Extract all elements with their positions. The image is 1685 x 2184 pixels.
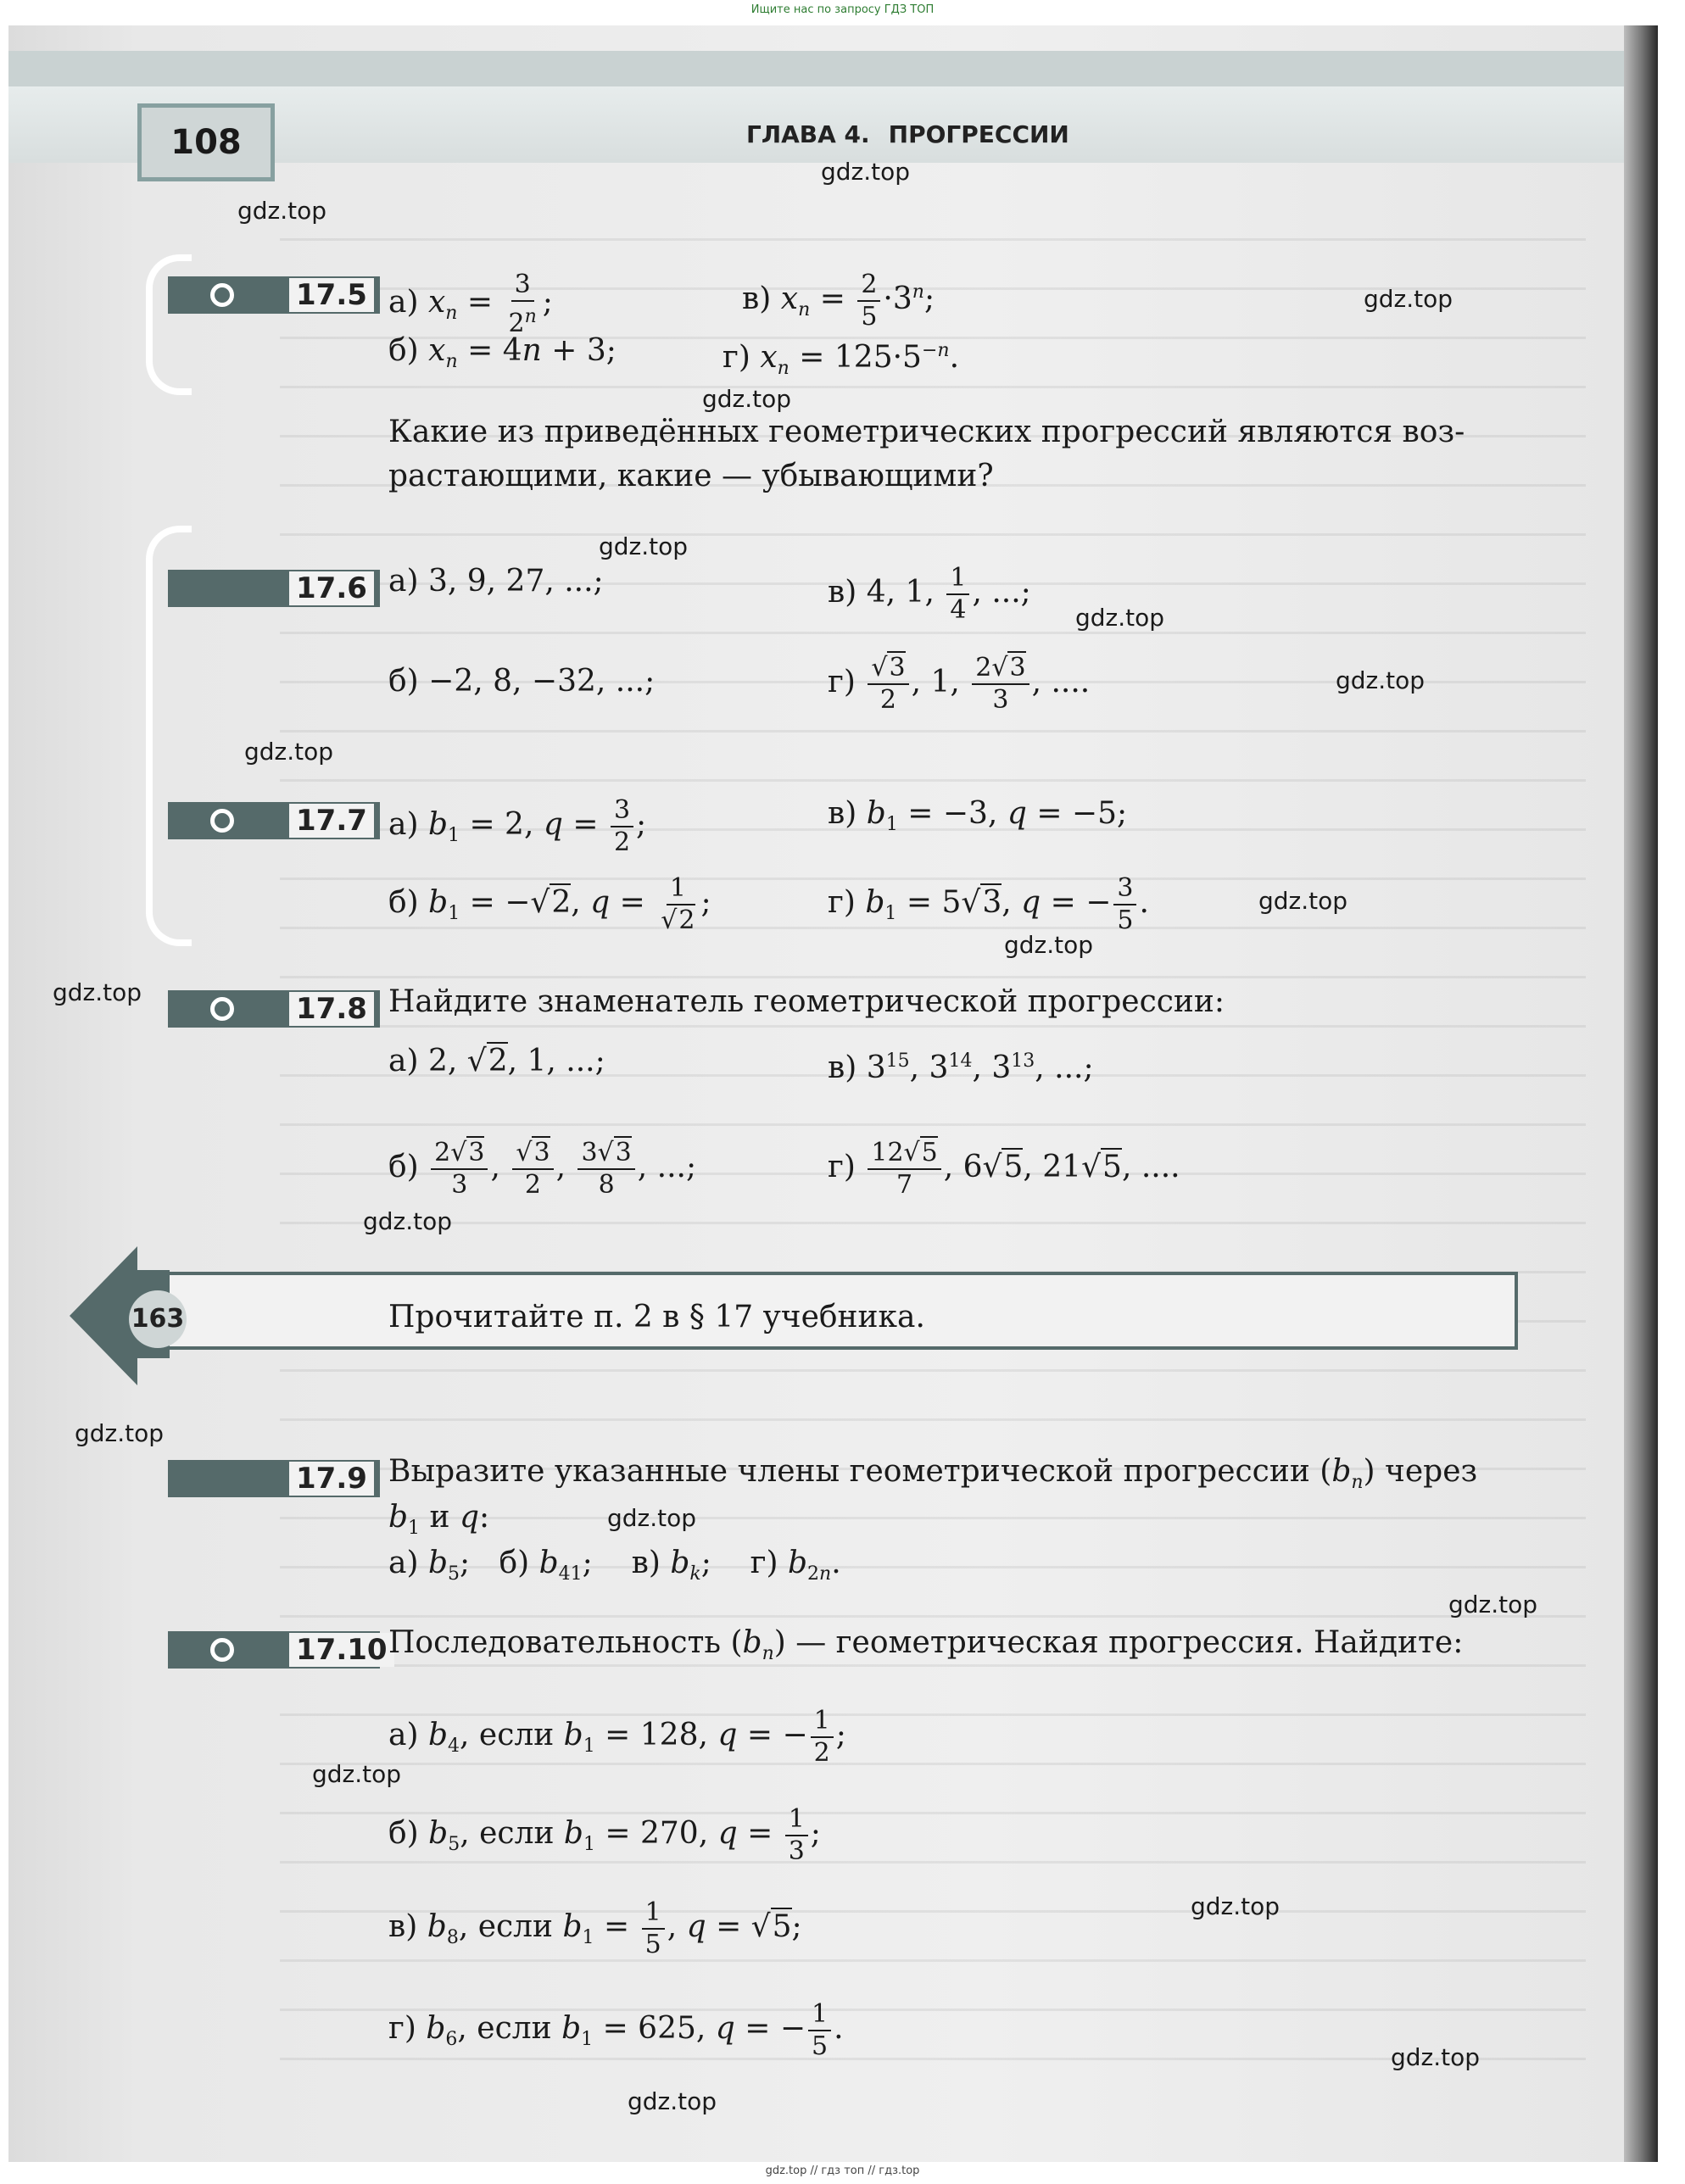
exercise-number: 17.9 [287,1462,374,1496]
exercise-17-8-line-2: б) $\frac{2√3}{3}$ , $\frac{√3}{2}$ , $\frac{3√3}{8}$ , ...; [388,1138,697,1200]
exercise-17-6-line-1b: в) 4, 1, $\frac{1}{4}$ , ...; [828,563,1031,625]
exercise-17-7-line-2: б) $b_1 = -√2$, q = $\frac{1}{√2}$ ; [388,873,711,935]
exercise-number: 17.6 [287,571,374,605]
watermark: gdz.top [821,158,911,186]
exercise-17-5-line-2: б) $x_n = 4n + 3$; [388,333,617,373]
exercise-17-5-question: Какие из приведённых геометрических прогрессий являются воз- [388,415,1465,449]
reference-number: 163 [129,1290,187,1348]
watermark: gdz.top [1004,931,1094,959]
exercise-17-8-line-1: а) 2, √2, 1, ...; [388,1044,605,1078]
watermark: gdz.top [237,197,327,225]
exercise-badge-17-8 [168,990,380,1028]
exercise-17-10-v: в) $b_8$, если $b_1$ = $\frac{1}{5}$ , q = √5; [388,1897,802,1959]
exercise-17-5-line-1b: в) $x_n$ = $\frac{2}{5}$ $\cdot 3^n$; [742,270,935,332]
exercise-17-8-text: Найдите знаменатель геометрической прогрессии: [388,984,1225,1019]
chapter-heading [746,120,1069,148]
watermark: gdz.top [1258,887,1348,915]
watermark: gdz.top [1448,1591,1538,1618]
page-spine-shadow [1624,25,1658,2162]
watermark: gdz.top [1075,604,1165,632]
exercise-badge-17-5 [168,276,380,314]
circle-icon [210,283,234,307]
exercise-badge-17-9 [168,1460,380,1497]
exercise-17-7-line-2b: г) $b_1 = 5√3$, q = − $\frac{3}{5}$ . [828,873,1149,935]
reference-arrow-icon [70,1246,137,1385]
exercise-badge-17-6 [168,570,380,607]
exercise-17-10-g: г) $b_6$, если $b_1 = 625$, q = − $\frac{1}{5}$ . [388,1999,844,2061]
exercise-17-6-line-2: б) −2, 8, −32, ...; [388,664,656,699]
circle-icon [210,997,234,1021]
exercise-17-5-line-1: а) $x_n$ = $\frac{3}{2^n}$ ; [388,270,553,338]
exercise-17-10-a: а) $b_4$, если $b_1 = 128$, q = − $\frac{1}{2}$ ; [388,1706,846,1768]
top-note: Ищите нас по запросу ГДЗ ТОП [750,3,935,16]
exercise-17-10-b: б) $b_5$, если $b_1 = 270$, q = $\frac{1}{3}$ ; [388,1804,821,1866]
exercise-17-5-question-2: растающими, какие — убывающими? [388,459,994,493]
watermark: gdz.top [702,385,792,413]
watermark: gdz.top [1391,2043,1481,2071]
watermark: gdz.top [363,1207,453,1235]
page-number: 108 [137,103,275,181]
exercise-17-8-line-2b: г) $\frac{12√5}{7}$ , 6√5, 21√5, .... [828,1138,1180,1200]
chapter-title: ПРОГРЕССИИ [888,120,1069,148]
watermark: gdz.top [1191,1892,1280,1920]
header-strip [8,51,1624,86]
exercise-17-7-line-1: а) $b_1 = 2$, q = $\frac{3}{2}$ ; [388,795,647,857]
watermark: gdz.top [628,2087,717,2115]
exercise-number: 17.10 [287,1633,394,1667]
exercise-17-5-line-2b: г) $x_n = 125\cdot 5^{-n}$. [723,340,960,380]
exercise-17-7-line-1b: в) $b_1 = -3$, q = −5; [828,796,1128,836]
watermark: gdz.top [75,1419,165,1447]
exercise-17-9-line-3: а) $b_5$; б) $b_{41}$; в) $b_k$; г) $b_{2n}$. [388,1546,841,1585]
circle-icon [210,1638,234,1662]
exercise-badge-17-10 [168,1631,388,1669]
exercise-17-8-line-1b: в) $3^{15}$, $3^{14}$, $3^{13}$, ...; [828,1050,1094,1085]
group-bracket [146,254,192,395]
exercise-number: 17.5 [287,278,374,312]
exercise-17-9-line-2: $b_1$ и q: [388,1500,490,1540]
exercise-number: 17.8 [287,992,374,1026]
bottom-note: gdz.top // гдз топ // гдз.top [765,2164,920,2177]
watermark: gdz.top [1364,285,1453,313]
watermark: gdz.top [599,532,689,560]
watermark: gdz.top [312,1760,402,1788]
watermark: gdz.top [1336,666,1426,694]
exercise-17-6-line-2b: г) $\frac{√3}{2}$ , 1, $\frac{2√3}{3}$ , .... [828,653,1091,715]
exercise-number: 17.7 [287,804,374,838]
exercise-17-10-text: Последовательность $(b_n)$ — геометрическая прогрессия. Найдите: [388,1625,1464,1665]
watermark: gdz.top [53,978,142,1006]
circle-icon [210,809,234,833]
reference-text: Прочитайте п. 2 в § 17 учебника. [388,1300,925,1334]
exercise-17-9-text: Выразите указанные члены геометрической прогрессии $(b_n)$ через [388,1454,1478,1494]
chapter-label: ГЛАВА 4. [746,120,870,148]
exercise-17-6-line-1: а) 3, 9, 27, ...; [388,564,604,599]
watermark: gdz.top [244,738,334,766]
exercise-badge-17-7 [168,802,380,839]
watermark: gdz.top [607,1504,697,1532]
